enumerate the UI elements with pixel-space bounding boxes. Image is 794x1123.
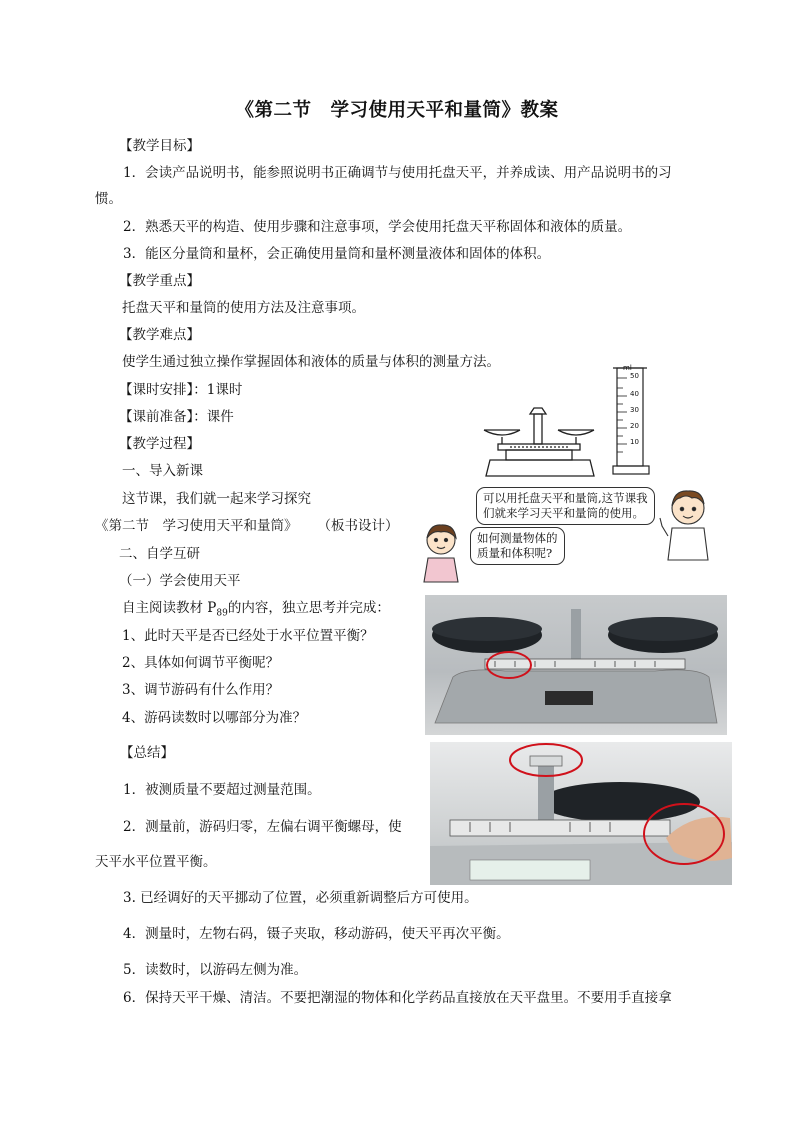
prep-line — [119, 408, 234, 426]
reading-task — [122, 599, 390, 623]
objective-1-line-1: 1．会读产品说明书，能参照说明书正确调节与使用托盘天平，并养成读、用产品说明书的习 — [123, 165, 672, 181]
summary-5: 5．读数时，以游码左侧为准。 — [123, 962, 308, 978]
cylinder-tick-40: 40 — [630, 390, 639, 398]
summary-1: 1．被测质量不要超过测量范围。 — [123, 782, 321, 798]
bubble-teacher-line-1: 可以用托盘天平和量筒,这节课我 — [483, 491, 648, 505]
cylinder-unit: ml — [623, 364, 632, 372]
girl-cartoon-icon — [416, 520, 466, 584]
cylinder-tick-30: 30 — [630, 406, 639, 414]
cylinder-tick-50: 50 — [630, 372, 639, 380]
cylinder-tick-20: 20 — [630, 422, 639, 430]
schedule-line — [119, 381, 242, 399]
summary-2-line-2: 天平水平位置平衡。 — [95, 854, 217, 870]
objective-1-line-2: 惯。 — [95, 191, 122, 207]
question-2: 2、具体如何调节平衡呢？ — [122, 655, 280, 671]
summary-heading: 【总结】 — [120, 745, 174, 761]
board-title: 《第二节 学习使用天平和量筒》 — [95, 518, 298, 534]
prep-value: ：课件 — [193, 409, 234, 425]
summary-3: 3. 已经调好的天平挪动了位置，必须重新调整后方可使用。 — [123, 890, 478, 906]
objectives-heading: 【教学目标】 — [119, 138, 200, 154]
cylinder-tick-10: 10 — [630, 438, 639, 446]
bubble-teacher-line-2: 们就来学习天平和量筒的使用。 — [483, 506, 644, 520]
reading-task-page: 89 — [216, 608, 228, 619]
reading-task-prefix: 自主阅读教材 P — [122, 600, 217, 616]
objective-2: 2．熟悉天平的构造、使用步骤和注意事项，学会使用托盘天平称固体和液体的质量。 — [123, 219, 632, 235]
process-heading: 【教学过程】 — [119, 436, 200, 452]
subsection-1: （一）学会使用天平 — [119, 573, 241, 589]
intro-text: 这节课，我们就一起来学习探究 — [122, 491, 311, 507]
balance-photo — [425, 595, 727, 735]
difficult-heading: 【教学难点】 — [119, 327, 200, 343]
balance-photo-illustration — [425, 595, 727, 735]
reading-task-suffix: 的内容，独立思考并完成： — [227, 600, 390, 616]
bubble-student-line-1: 如何测量物体的 — [477, 531, 558, 545]
page-title: 《第二节 学习使用天平和量筒》教案 — [235, 100, 559, 121]
summary-4: 4．测量时，左物右码，镊子夹取，移动游码，使天平再次平衡。 — [123, 926, 510, 942]
step-2: 二、自学互研 — [119, 546, 200, 562]
speech-bubble-student — [470, 527, 565, 565]
balance-adjust-illustration — [430, 742, 732, 885]
board-note: （板书设计） — [317, 518, 399, 534]
difficult-text: 使学生通过独立操作掌握固体和液体的质量与体积的测量方法。 — [122, 354, 500, 370]
balance-sketch-icon — [480, 400, 600, 482]
key-heading: 【教学重点】 — [119, 273, 200, 289]
summary-2-line-1: 2．测量前，游码归零，左偏右调平衡螺母，使 — [123, 819, 402, 835]
speech-bubble-teacher — [476, 487, 655, 525]
bubble-student-line-2: 质量和体积呢? — [477, 546, 553, 560]
board-line — [95, 517, 399, 535]
question-1: 1、此时天平是否已经处于水平位置平衡？ — [122, 628, 374, 644]
measuring-cylinder — [611, 362, 657, 480]
prep-label: 【课前准备】 — [119, 409, 194, 425]
schedule-value: ：1课时 — [193, 382, 243, 398]
boy-cartoon-icon — [656, 484, 718, 564]
objective-3: 3．能区分量筒和量杯，会正确使用量筒和量杯测量液体和固体的体积。 — [123, 246, 551, 262]
question-4: 4、游码读数时以哪部分为准？ — [122, 710, 307, 726]
summary-6: 6．保持天平干燥、清洁。不要把潮湿的物体和化学药品直接放在天平盘里。不要用手直接拿 — [123, 990, 672, 1006]
question-3: 3、调节游码有什么作用？ — [122, 682, 280, 698]
key-text: 托盘天平和量筒的使用方法及注意事项。 — [122, 300, 365, 316]
balance-adjust-photo — [430, 742, 732, 885]
step-1: 一、导入新课 — [122, 463, 203, 479]
schedule-label: 【课时安排】 — [119, 382, 194, 398]
